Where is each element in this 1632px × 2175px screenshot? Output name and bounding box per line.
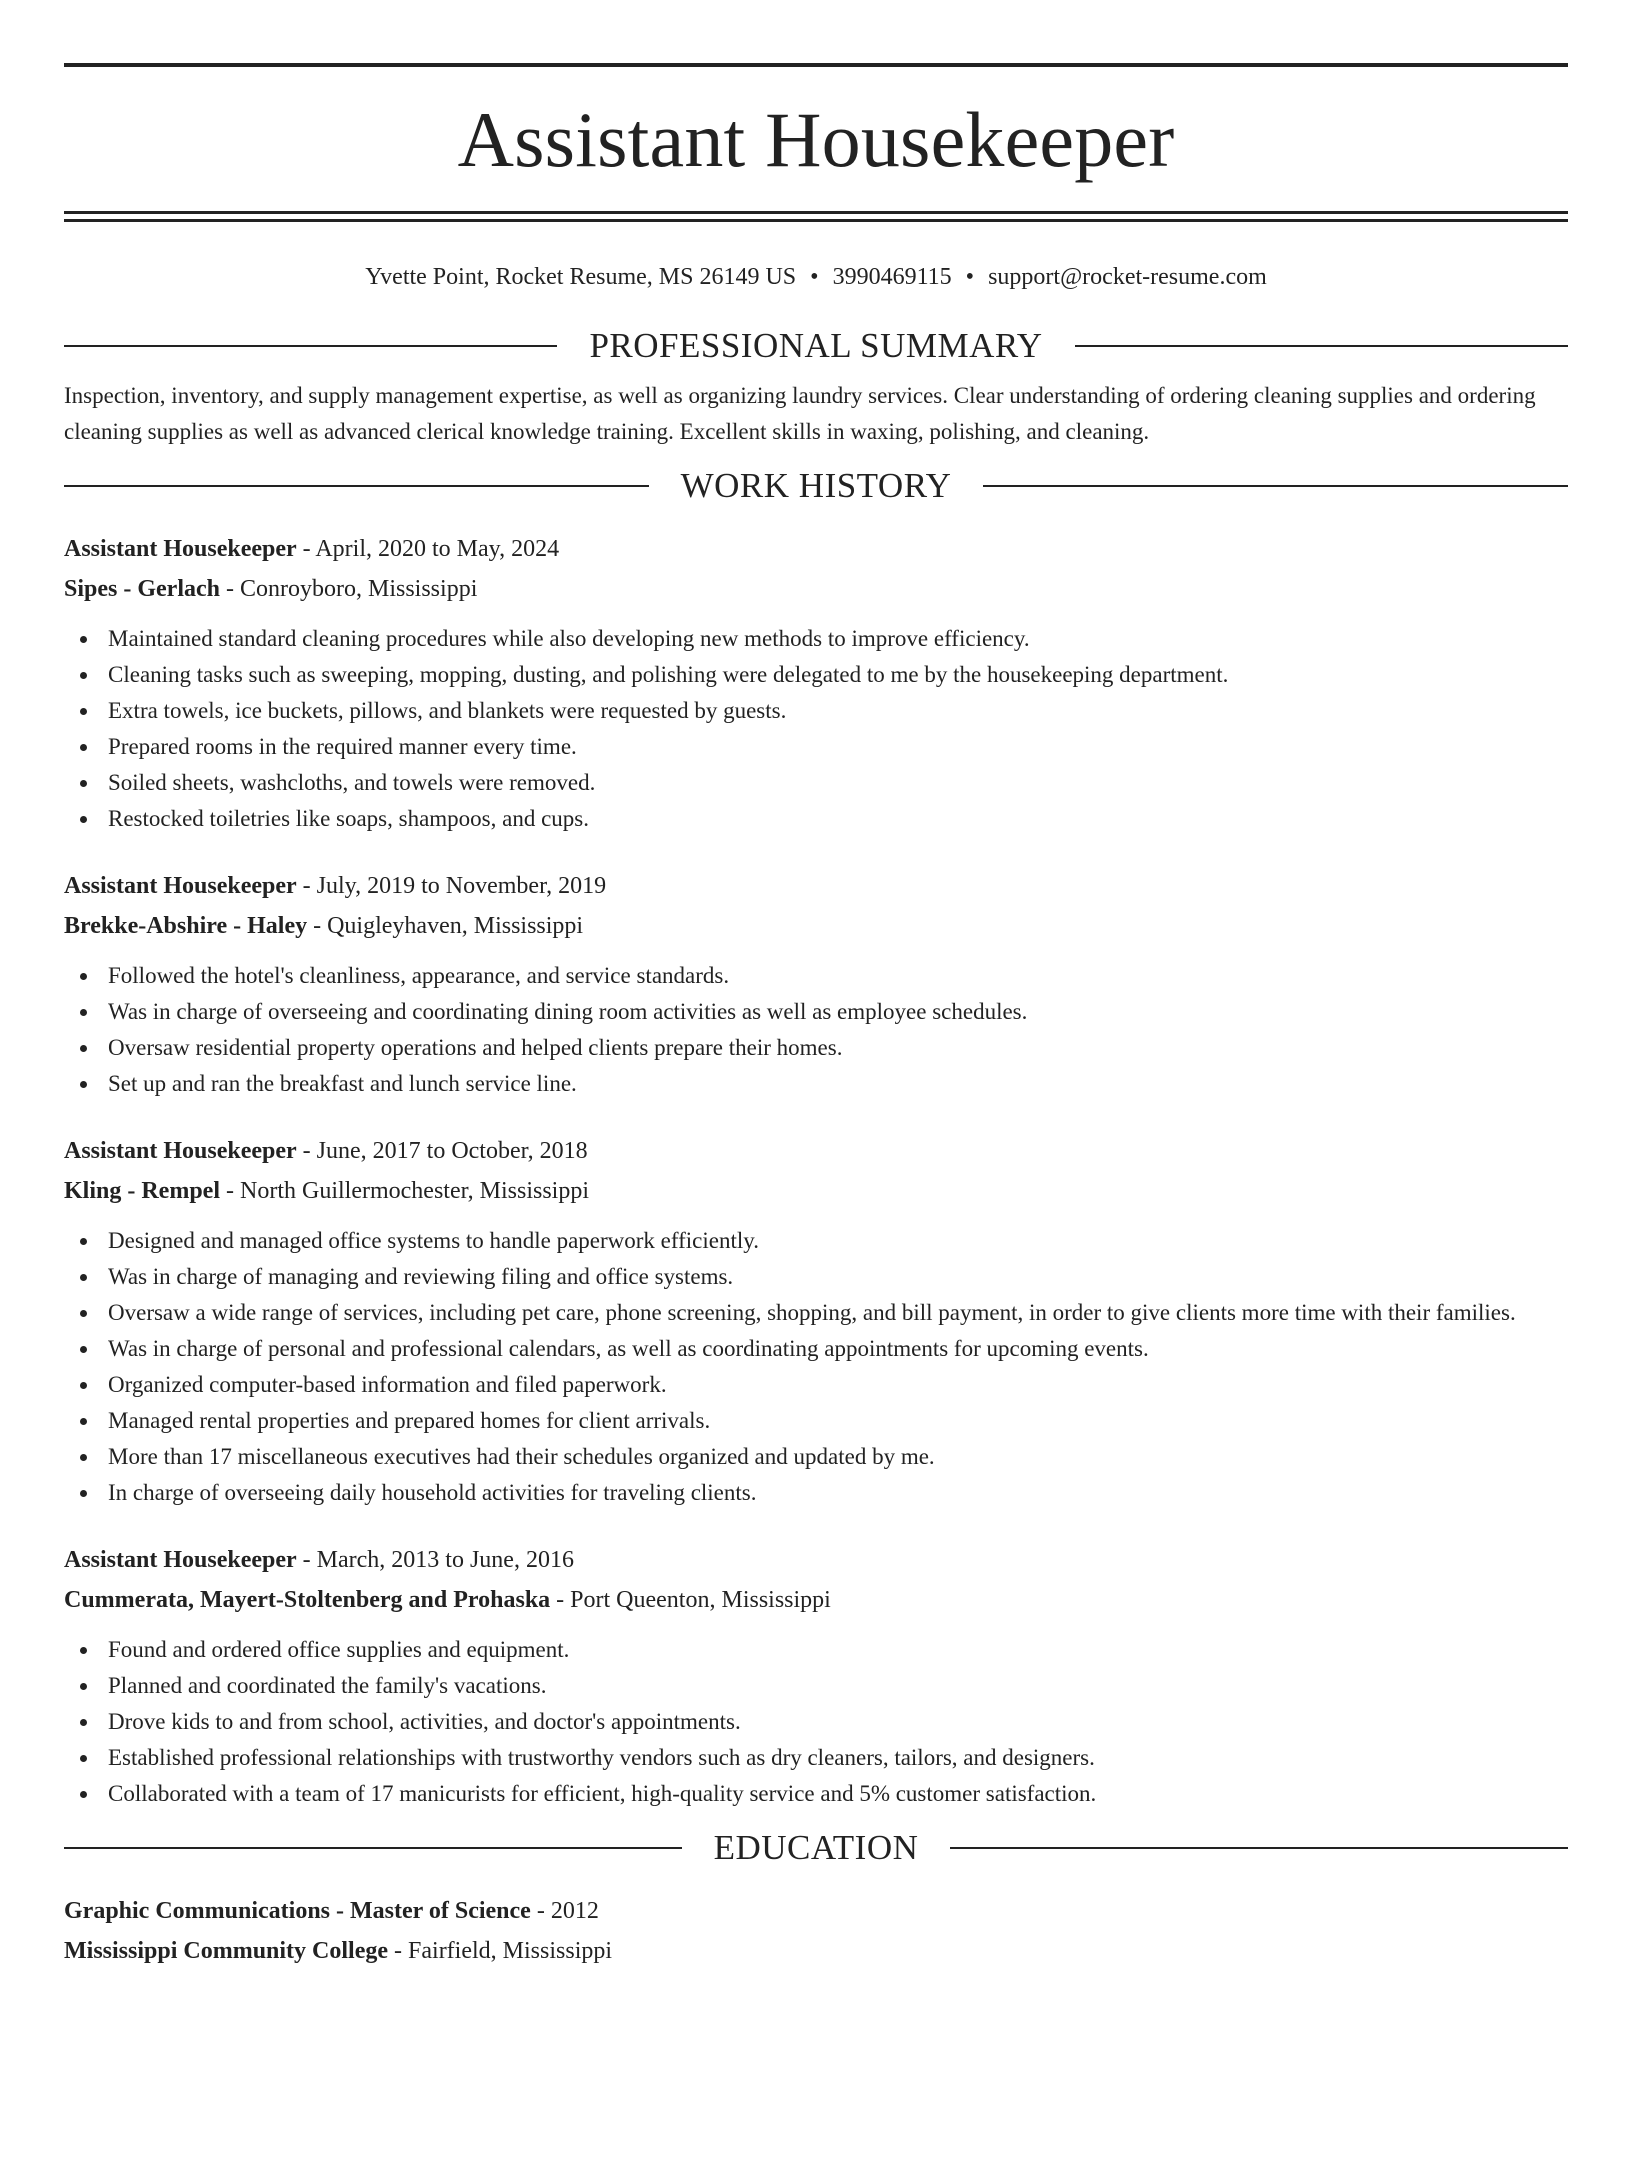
- education-degree-line: [64, 1891, 1568, 1931]
- job-dates: - April, 2020 to May, 2024: [296, 536, 560, 562]
- job-bullet-list: [64, 958, 1568, 1102]
- job-title: Assistant Housekeeper: [64, 873, 297, 899]
- resume-page: [0, 63, 1632, 2175]
- list-item: Managed rental properties and prepared homes for client arrivals.: [64, 1403, 1568, 1439]
- education-section-title: EDUCATION: [713, 1828, 919, 1867]
- section-rule-right: [950, 1847, 1568, 1849]
- education-section-heading: [64, 1830, 1568, 1865]
- list-item: Collaborated with a team of 17 manicurists for efficient, high-quality service and 5% customer satisfaction.: [64, 1776, 1568, 1812]
- contact-email: support@rocket-resume.com: [988, 264, 1267, 290]
- list-item: Was in charge of personal and professional calendars, as well as coordinating appointments for upcoming events.: [64, 1331, 1568, 1367]
- job-company: Sipes - Gerlach: [64, 576, 220, 602]
- job-dates: - June, 2017 to October, 2018: [296, 1138, 588, 1164]
- education-school-line: [64, 1931, 1568, 1971]
- job-location: - North Guillermochester, Mississippi: [220, 1178, 589, 1204]
- list-item: Was in charge of overseeing and coordinating dining room activities as well as employee schedules.: [64, 994, 1568, 1030]
- education-entry: [64, 1891, 1568, 1971]
- list-item: More than 17 miscellaneous executives had their schedules organized and updated by me.: [64, 1439, 1568, 1475]
- list-item: Drove kids to and from school, activities, and doctor's appointments.: [64, 1704, 1568, 1740]
- job-bullet-list: [64, 1223, 1568, 1511]
- list-item: Maintained standard cleaning procedures while also developing new methods to improve efficiency.: [64, 621, 1568, 657]
- work-history-list: [64, 529, 1568, 1812]
- job-entry: [64, 1540, 1568, 1812]
- list-item: In charge of overseeing daily household activities for traveling clients.: [64, 1475, 1568, 1511]
- header-double-rule: [64, 211, 1568, 222]
- job-title-line: [64, 1131, 1568, 1171]
- education-school: Mississippi Community College: [64, 1938, 389, 1964]
- list-item: Soiled sheets, washcloths, and towels were removed.: [64, 765, 1568, 801]
- education-year: - 2012: [530, 1898, 599, 1924]
- list-item: Set up and ran the breakfast and lunch service line.: [64, 1066, 1568, 1102]
- job-company: Brekke-Abshire - Haley: [64, 913, 308, 939]
- list-item: Organized computer-based information and filed paperwork.: [64, 1367, 1568, 1403]
- list-item: Followed the hotel's cleanliness, appearance, and service standards.: [64, 958, 1568, 994]
- job-title: Assistant Housekeeper: [64, 536, 297, 562]
- list-item: Planned and coordinated the family's vacations.: [64, 1668, 1568, 1704]
- job-entry: [64, 1131, 1568, 1511]
- job-title-line: [64, 866, 1568, 906]
- summary-section-title: PROFESSIONAL SUMMARY: [589, 326, 1043, 365]
- summary-text: Inspection, inventory, and supply management expertise, as well as organizing laundry services. Clear understanding of ordering cleaning supplies and ordering cleaning supplies as well as advanced clerical knowledge training. Excellent skills in waxing, polishing, and cleaning.: [64, 383, 1536, 444]
- job-company-line: [64, 906, 1568, 946]
- job-location: - Conroyboro, Mississippi: [220, 576, 478, 602]
- summary-section-heading: [64, 328, 1568, 363]
- job-title-line: [64, 529, 1568, 569]
- contact-address: Yvette Point, Rocket Resume, MS 26149 US: [365, 264, 797, 290]
- section-rule-right: [983, 485, 1568, 487]
- education-location: - Fairfield, Mississippi: [388, 1938, 613, 1964]
- job-company: Cummerata, Mayert-Stoltenberg and Prohaska: [64, 1587, 551, 1613]
- list-item: Established professional relationships with trustworthy vendors such as dry cleaners, tailors, and designers.: [64, 1740, 1568, 1776]
- list-item: Was in charge of managing and reviewing filing and office systems.: [64, 1259, 1568, 1295]
- resume-name: Assistant Housekeeper: [457, 96, 1175, 183]
- section-rule-left: [64, 485, 649, 487]
- section-rule-left: [64, 345, 557, 347]
- job-dates: - July, 2019 to November, 2019: [296, 873, 607, 899]
- section-rule-left: [64, 1847, 682, 1849]
- list-item: Found and ordered office supplies and equipment.: [64, 1632, 1568, 1668]
- header-top-rule: [64, 63, 1568, 67]
- job-entry: [64, 529, 1568, 837]
- job-title: Assistant Housekeeper: [64, 1547, 297, 1573]
- job-company-line: [64, 1171, 1568, 1211]
- job-location: - Port Queenton, Mississippi: [550, 1587, 831, 1613]
- work-section-title: WORK HISTORY: [680, 466, 952, 505]
- contact-separator: •: [810, 264, 819, 290]
- job-title: Assistant Housekeeper: [64, 1138, 297, 1164]
- job-bullet-list: [64, 621, 1568, 837]
- work-section-heading: [64, 468, 1568, 503]
- job-bullet-list: [64, 1632, 1568, 1812]
- contact-separator: •: [965, 264, 975, 290]
- job-entry: [64, 866, 1568, 1102]
- list-item: Restocked toiletries like soaps, shampoos, and cups.: [64, 801, 1568, 837]
- education-degree: Graphic Communications - Master of Science: [64, 1898, 531, 1924]
- job-company-line: [64, 569, 1568, 609]
- job-location: - Quigleyhaven, Mississippi: [307, 913, 584, 939]
- job-dates: - March, 2013 to June, 2016: [296, 1547, 574, 1573]
- list-item: Designed and managed office systems to handle paperwork efficiently.: [64, 1223, 1568, 1259]
- job-company-line: [64, 1580, 1568, 1620]
- job-title-line: [64, 1540, 1568, 1580]
- contact-line: [64, 260, 1568, 294]
- list-item: Prepared rooms in the required manner every time.: [64, 729, 1568, 765]
- list-item: Oversaw residential property operations and helped clients prepare their homes.: [64, 1030, 1568, 1066]
- job-company: Kling - Rempel: [64, 1178, 220, 1204]
- contact-phone: 3990469115: [832, 264, 952, 290]
- list-item: Oversaw a wide range of services, including pet care, phone screening, shopping, and bill payment, in order to give clients more time with their families.: [64, 1295, 1568, 1331]
- section-rule-right: [1075, 345, 1568, 347]
- list-item: Cleaning tasks such as sweeping, mopping, dusting, and polishing were delegated to me by the housekeeping department.: [64, 657, 1568, 693]
- list-item: Extra towels, ice buckets, pillows, and blankets were requested by guests.: [64, 693, 1568, 729]
